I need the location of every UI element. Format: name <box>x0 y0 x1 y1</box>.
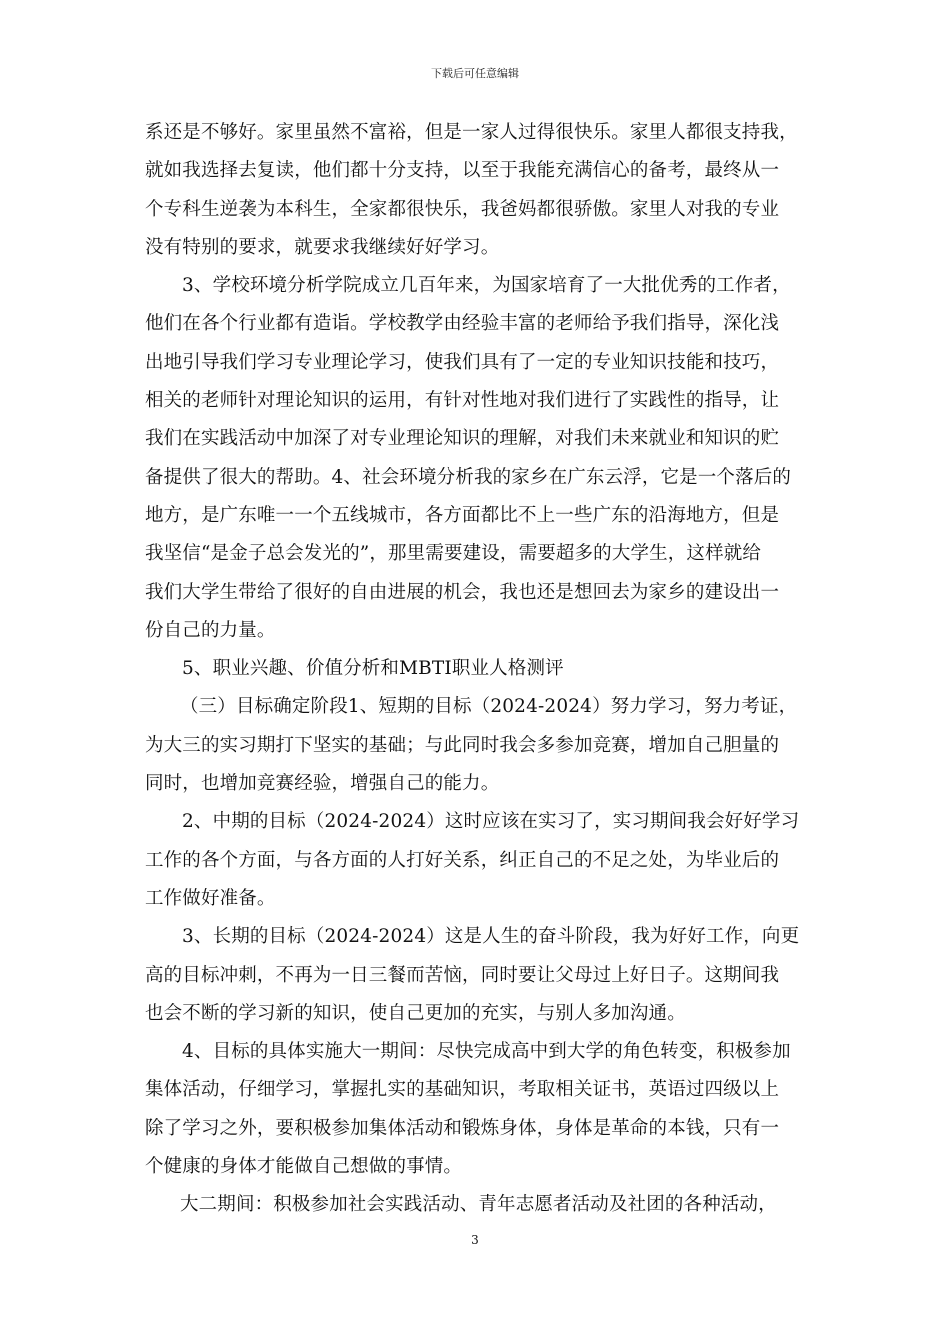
text-line: 大二期间：积极参加社会实践活动、青年志愿者活动及社团的各种活动， <box>180 1194 777 1216</box>
document-body <box>145 114 805 1225</box>
text-line: 出地引导我们学习专业理论学习，使我们具有了一定的专业知识技能和技巧， <box>145 351 780 373</box>
text-line: 2、中期的目标（2024-2024）这时应该在实习了，实习期间我会好好学习 <box>182 811 800 833</box>
text-line: 个健康的身体才能做自己想做的事情。 <box>145 1156 463 1178</box>
text-line: 同时，也增加竞赛经验，增强自己的能力。 <box>145 773 500 795</box>
page-number: 3 <box>471 1233 479 1247</box>
text-line: 相关的老师针对理论知识的运用，有针对性地对我们进行了实践性的指导，让 <box>145 390 780 412</box>
text-line: 他们在各个行业都有造诣。学校教学由经验丰富的老师给予我们指导，深化浅 <box>145 313 780 335</box>
text-line: 我们大学生带给了很好的自由进展的机会，我也还是想回去为家乡的建设出一 <box>145 581 780 603</box>
text-line: 3、学校环境分析学院成立几百年来，为国家培育了一大批优秀的工作者， <box>182 275 791 297</box>
text-line: 没有特别的要求，就要求我继续好好学习。 <box>145 236 500 258</box>
text-line: 我们在实践活动中加深了对专业理论知识的理解，对我们未来就业和知识的贮 <box>145 428 780 450</box>
text-line: 份自己的力量。 <box>145 619 276 641</box>
text-line: 5、职业兴趣、价值分析和MBTI职业人格测评 <box>182 658 564 680</box>
text-line: 除了学习之外，要积极参加集体活动和锻炼身体，身体是革命的本钱，只有一 <box>145 1117 780 1139</box>
text-line: 工作做好准备。 <box>145 887 276 909</box>
page-header: 下载后可任意编辑 <box>431 67 519 80</box>
text-line: 也会不断的学习新的知识，使自己更加的充实，与别人多加沟通。 <box>145 1002 686 1024</box>
text-line: 个专科生逆袭为本科生，全家都很快乐，我爸妈都很骄傲。家里人对我的专业 <box>145 198 780 220</box>
text-line: （三）目标确定阶段1、短期的目标（2024-2024）努力学习，努力考证， <box>180 696 798 718</box>
text-line: 3、长期的目标（2024-2024）这是人生的奋斗阶段，我为好好工作，向更 <box>182 926 800 948</box>
text-line: 系还是不够好。家里虽然不富裕，但是一家人过得很快乐。家里人都很支持我， <box>145 122 798 143</box>
text-line: 高的目标冲刺，不再为一日三餐而苦恼，同时要让父母过上好日子。这期间我 <box>145 964 780 986</box>
text-line: 备提供了很大的帮助。4、社会环境分析我的家乡在广东云浮，它是一个落后的 <box>145 466 792 488</box>
text-line: 为大三的实习期打下坚实的基础；与此同时我会多参加竞赛，增加自己胆量的 <box>145 734 780 756</box>
text-line: 4、目标的具体实施大一期间：尽快完成高中到大学的角色转变，积极参加 <box>182 1041 791 1063</box>
text-line: 地方，是广东唯一一个五线城市，各方面都比不上一些广东的沿海地方，但是 <box>145 504 780 526</box>
text-line: 我坚信“是金子总会发光的”，那里需要建设，需要超多的大学生，这样就给 <box>145 543 762 565</box>
text-line: 集体活动，仔细学习，掌握扎实的基础知识，考取相关证书，英语过四级以上 <box>145 1079 780 1101</box>
text-line: 就如我选择去复读，他们都十分支持，以至于我能充满信心的备考，最终从一 <box>145 160 780 182</box>
text-line: 工作的各个方面，与各方面的人打好关系，纠正自己的不足之处，为毕业后的 <box>145 849 780 871</box>
